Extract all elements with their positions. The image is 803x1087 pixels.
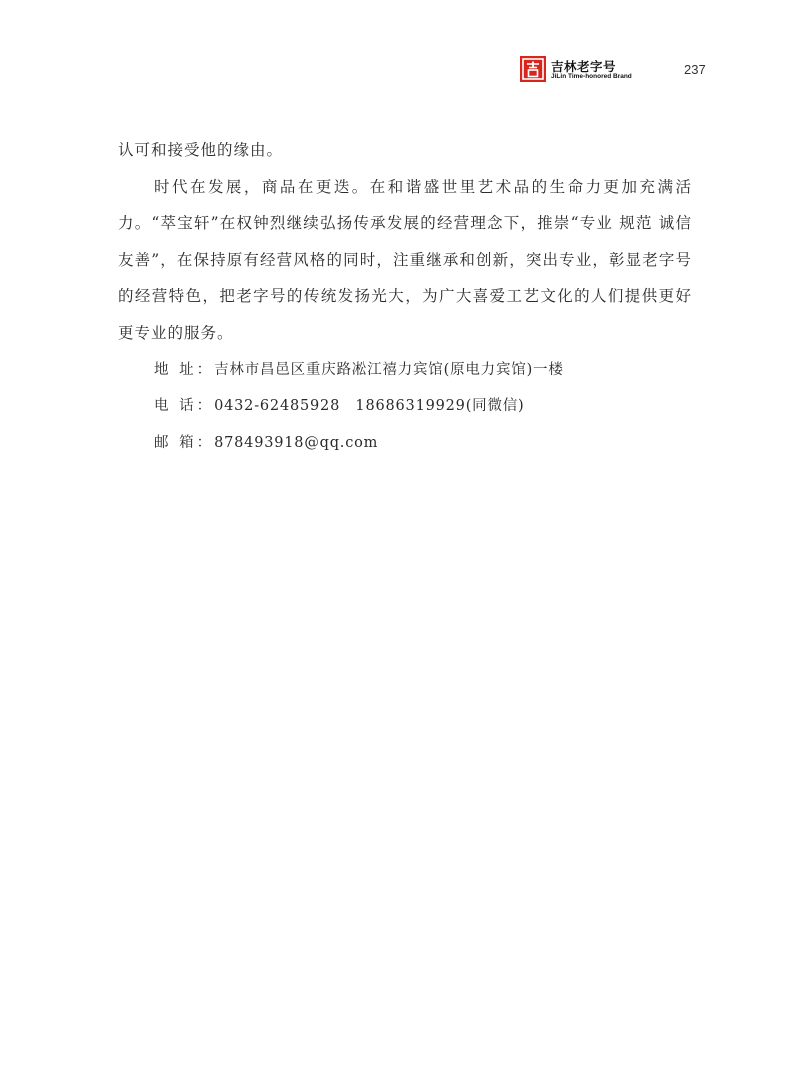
paragraph-continuation: 认可和接受他的缘由。 <box>118 141 284 159</box>
phone-label: 电 话： <box>154 398 215 415</box>
page-number: 237 <box>684 62 706 77</box>
phone-line <box>118 388 692 425</box>
address-line <box>118 352 692 389</box>
brand-name-cn: 吉林老字号 <box>551 59 617 74</box>
email-value: 878493918@qq.com <box>214 434 379 451</box>
ji-seal-icon <box>520 56 546 82</box>
email-line <box>118 425 692 462</box>
paragraph-body: 时代在发展，商品在更迭。在和谐盛世里艺术品的生命力更加充满活力。“萃宝轩”在权钟烈继续弘扬传承发展的经营理念下，推崇“专业 规范 诚信 友善”，在保持原有经营风格的同时，注重继承和创新，突出专业，彰显老字号的经营特色，把老字号的传统发扬光大，为广大喜爱工艺文化的人们提供更好更专业的服务。 <box>118 177 692 342</box>
main-content <box>118 132 692 461</box>
address-label: 地 址： <box>154 361 215 378</box>
address-value: 吉林市昌邑区重庆路凇江禧力宾馆(原电力宾馆)一楼 <box>214 361 564 378</box>
phone-value: 0432-62485928 18686319929(同微信) <box>214 398 525 415</box>
brand-name-en: JiLin Time-honored Brand <box>551 73 632 80</box>
email-label: 邮 箱： <box>154 434 215 451</box>
